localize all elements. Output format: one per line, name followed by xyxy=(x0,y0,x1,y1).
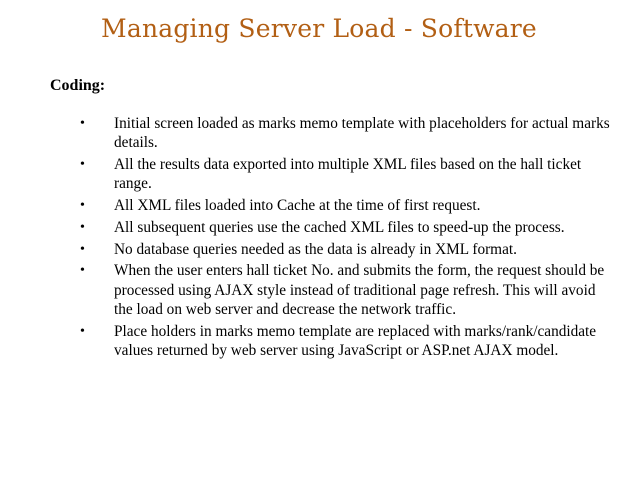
bullet-item xyxy=(76,114,616,152)
bullet-item xyxy=(76,240,616,259)
bullet-text: All XML files loaded into Cache at the time of first request. xyxy=(114,197,481,214)
bullet-text: Initial screen loaded as marks memo template with placeholders for actual marks details. xyxy=(114,115,610,152)
bullet-icon: • xyxy=(80,157,85,172)
bullet-icon: • xyxy=(80,323,85,339)
bullet-icon: • xyxy=(80,198,85,213)
bullet-list xyxy=(76,114,616,363)
bullet-item xyxy=(76,218,616,237)
bullet-item xyxy=(76,155,616,193)
bullet-icon: • xyxy=(80,116,85,131)
bullet-text: All subsequent queries use the cached XML files to speed-up the process. xyxy=(114,218,565,236)
bullet-text: Place holders in marks memo template are replaced with marks/rank/candidate values returned by web server using JavaScript or ASP.net AJAX model. xyxy=(114,322,597,359)
bullet-icon: • xyxy=(80,241,85,257)
bullet-item xyxy=(76,322,616,360)
bullet-icon: • xyxy=(80,263,85,279)
slide-title: Managing Server Load - Software xyxy=(101,14,537,43)
bullet-item xyxy=(76,196,616,215)
bullet-item xyxy=(76,261,616,319)
bullet-text: When the user enters hall ticket No. and submits the form, the request should be processed using AJAX style instead of traditional page refresh. This will avoid the load on web server and decrease the network traffic. xyxy=(114,262,605,318)
section-heading: Coding: xyxy=(50,77,106,94)
bullet-icon: • xyxy=(80,219,85,235)
bullet-text: All the results data exported into multiple XML files based on the hall ticket range. xyxy=(114,156,582,193)
bullet-text: No database queries needed as the data is already in XML format. xyxy=(114,240,517,258)
